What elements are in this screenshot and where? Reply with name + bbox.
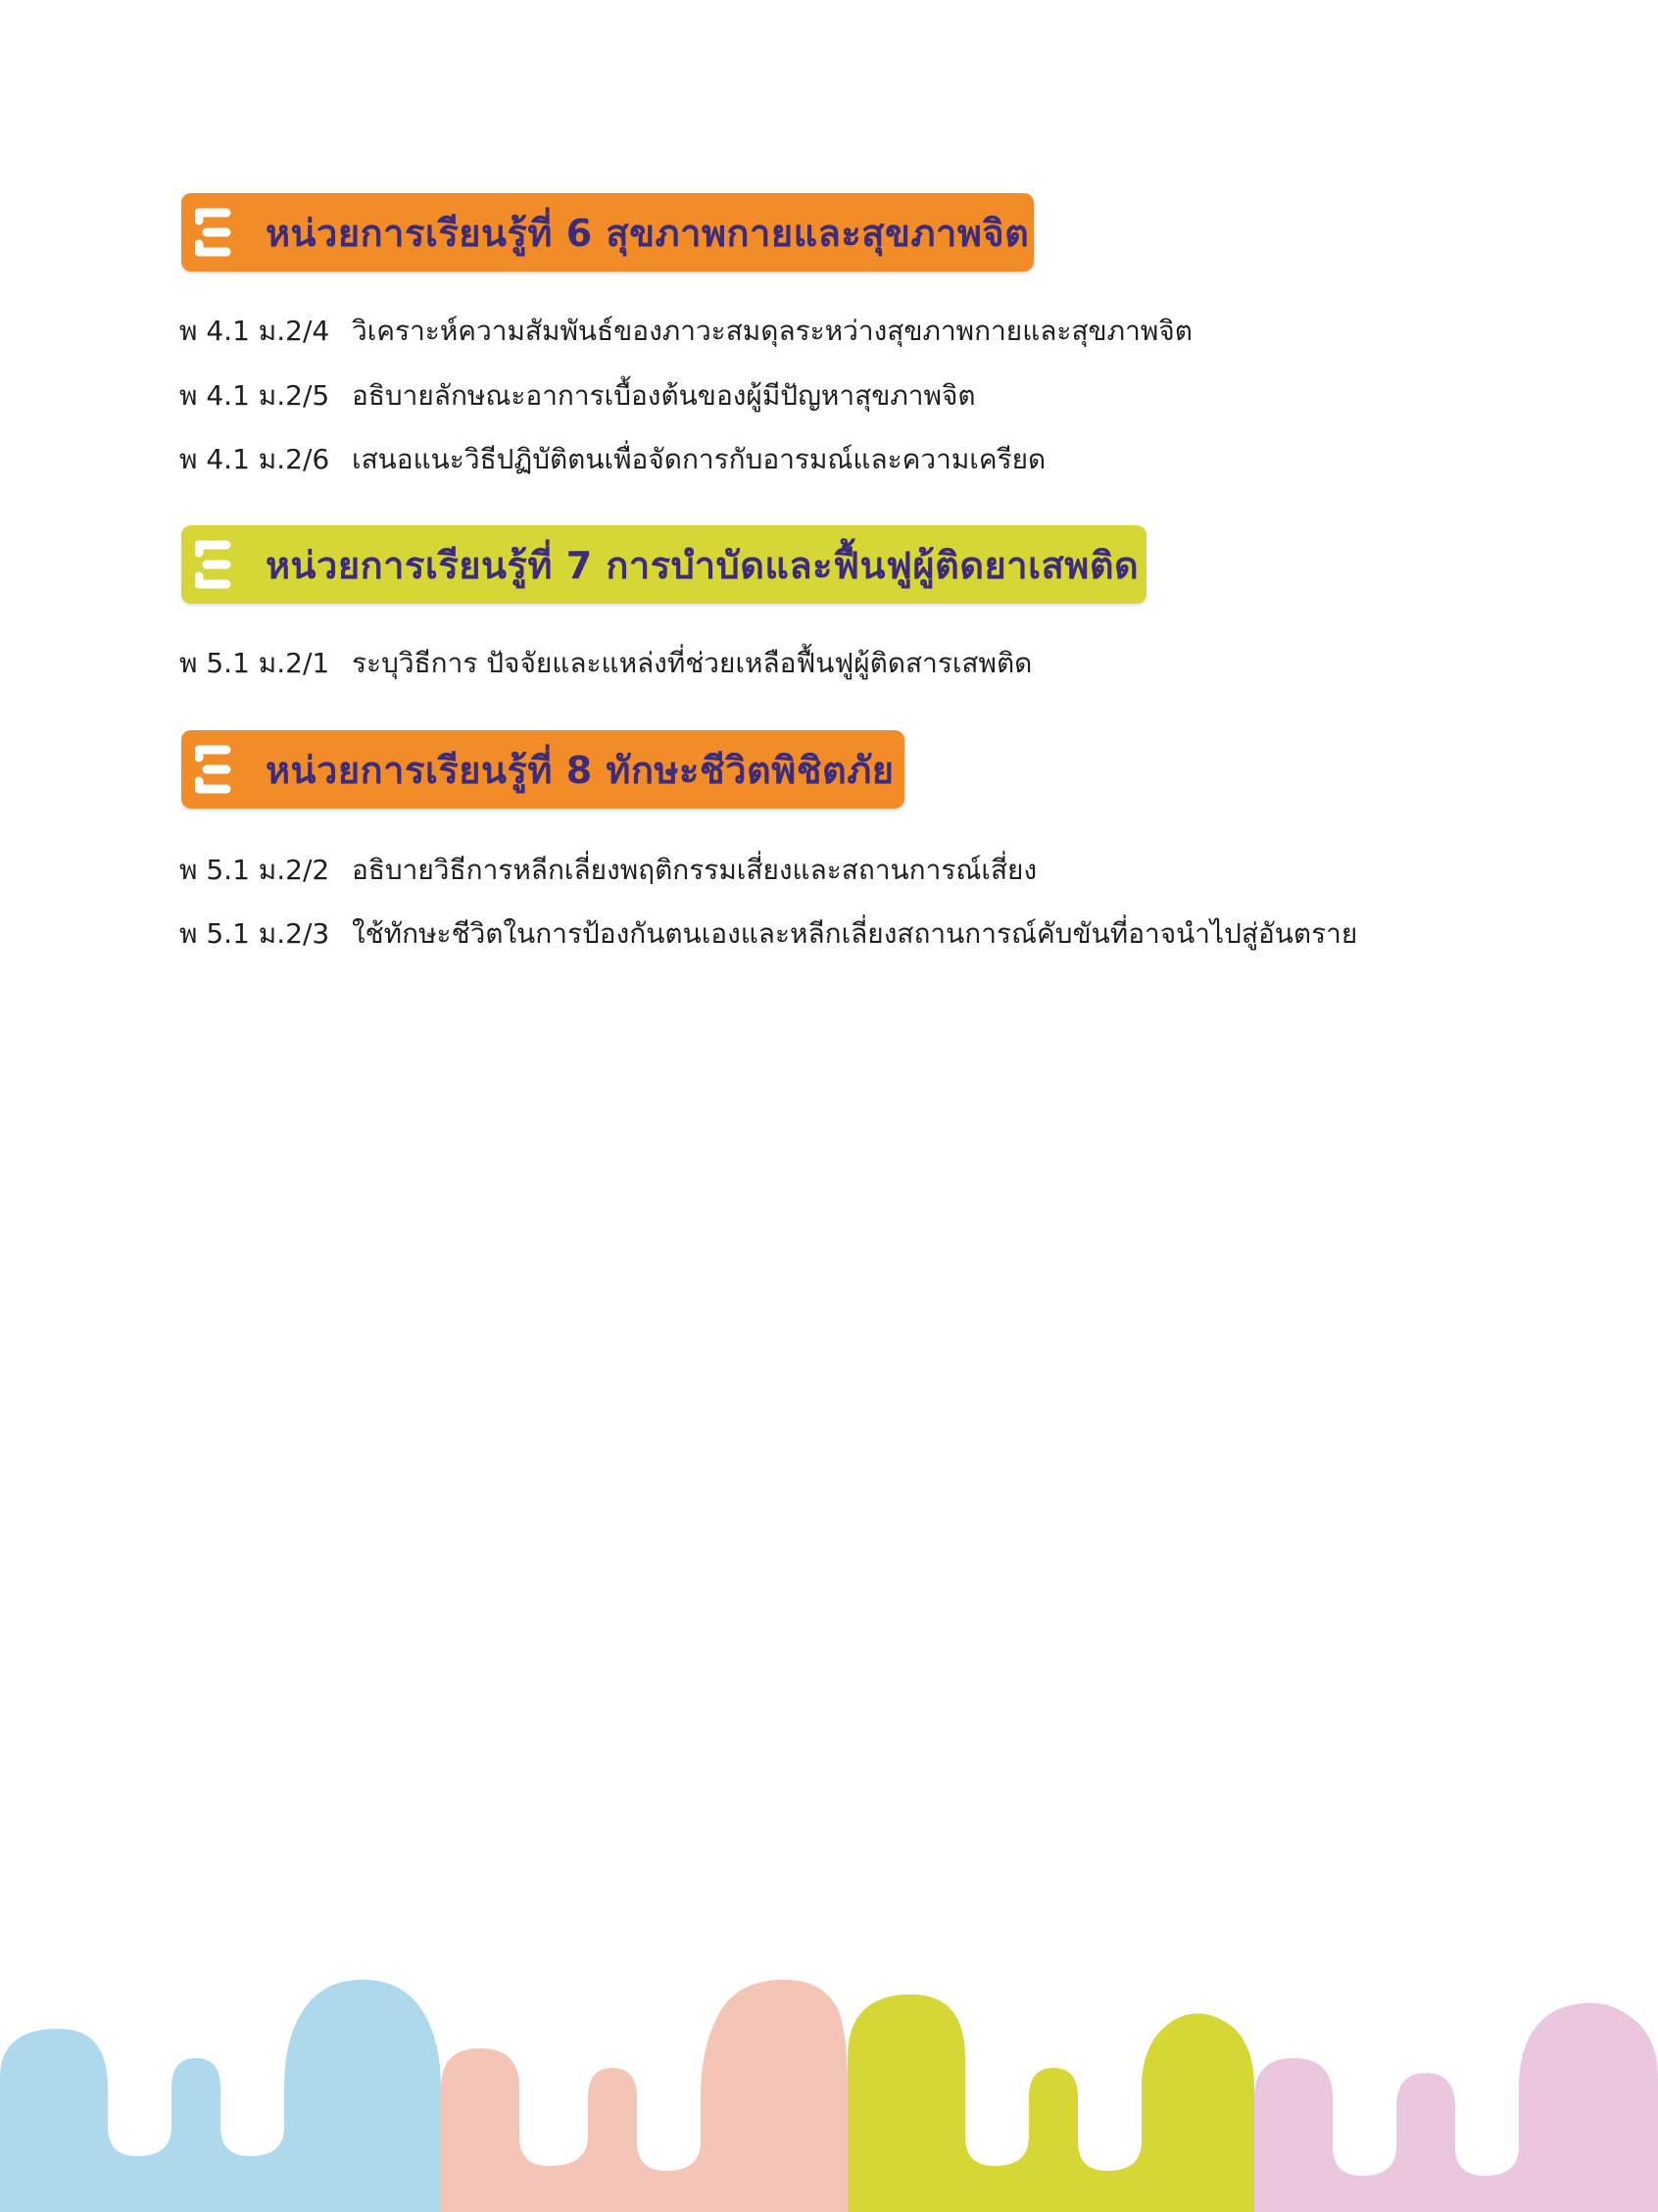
unit-8-label: หน่วยการเรียนรู้ที่ 8 <box>266 748 593 792</box>
indicator-code: พ 4.1 ม.2/5 <box>179 379 330 412</box>
indicator-text: ใช้ทักษะชีวิตในการป้องกันตนเองและหลีกเลี่ยงสถานการณ์คับขันที่อาจนำไปสู่อันตราย <box>352 917 1358 950</box>
bracket-icon <box>195 207 232 258</box>
footer-wave-pink <box>1254 2003 1658 2212</box>
indicator-code: พ 5.1 ม.2/3 <box>179 917 330 950</box>
unit-8-banner <box>181 730 904 809</box>
list-item <box>179 440 1046 479</box>
unit-6-name: สุขภาพกายและสุขภาพจิต <box>606 211 1030 255</box>
unit-6-title <box>266 203 1029 263</box>
indicator-code: พ 5.1 ม.2/1 <box>179 647 330 679</box>
decorative-footer-wave <box>0 1980 1658 2212</box>
list-item <box>179 644 1032 683</box>
footer-wave-lime <box>848 1994 1254 2212</box>
unit-8-title <box>266 740 895 800</box>
indicator-text: เสนอแนะวิธีปฏิบัติตนเพื่อจัดการกับอารมณ์และความเครียด <box>352 443 1047 475</box>
unit-7-name: การบำบัดและฟื้นฟูผู้ติดยาเสพติด <box>606 543 1140 587</box>
footer-wave-blue <box>0 1980 441 2212</box>
list-item <box>179 312 1193 351</box>
indicator-text: อธิบายลักษณะอาการเบื้องต้นของผู้มีปัญหาสุขภาพจิต <box>352 379 976 412</box>
unit-7-title <box>266 535 1139 595</box>
list-item <box>179 376 976 416</box>
indicator-code: พ 4.1 ม.2/6 <box>179 443 330 475</box>
unit-6-banner <box>181 193 1034 271</box>
footer-wave-peach <box>441 1980 848 2212</box>
indicator-text: อธิบายวิธีการหลีกเลี่ยงพฤติกรรมเสี่ยงและสถานการณ์เสี่ยง <box>352 854 1038 886</box>
list-item <box>179 851 1037 890</box>
bracket-icon <box>195 744 232 795</box>
unit-6-label: หน่วยการเรียนรู้ที่ 6 <box>266 211 593 255</box>
indicator-text: ระบุวิธีการ ปัจจัยและแหล่งที่ช่วยเหลือฟื้นฟูผู้ติดสารเสพติด <box>352 647 1033 679</box>
indicator-text: วิเคราะห์ความสัมพันธ์ของภาวะสมดุลระหว่างสุขภาพกายและสุขภาพจิต <box>352 315 1193 347</box>
unit-7-label: หน่วยการเรียนรู้ที่ 7 <box>266 543 593 587</box>
indicator-code: พ 5.1 ม.2/2 <box>179 854 330 886</box>
unit-7-banner <box>181 525 1146 604</box>
list-item <box>179 914 1357 954</box>
unit-8-name: ทักษะชีวิตพิชิตภัย <box>606 748 895 792</box>
bracket-icon <box>195 539 232 590</box>
indicator-code: พ 4.1 ม.2/4 <box>179 315 330 347</box>
